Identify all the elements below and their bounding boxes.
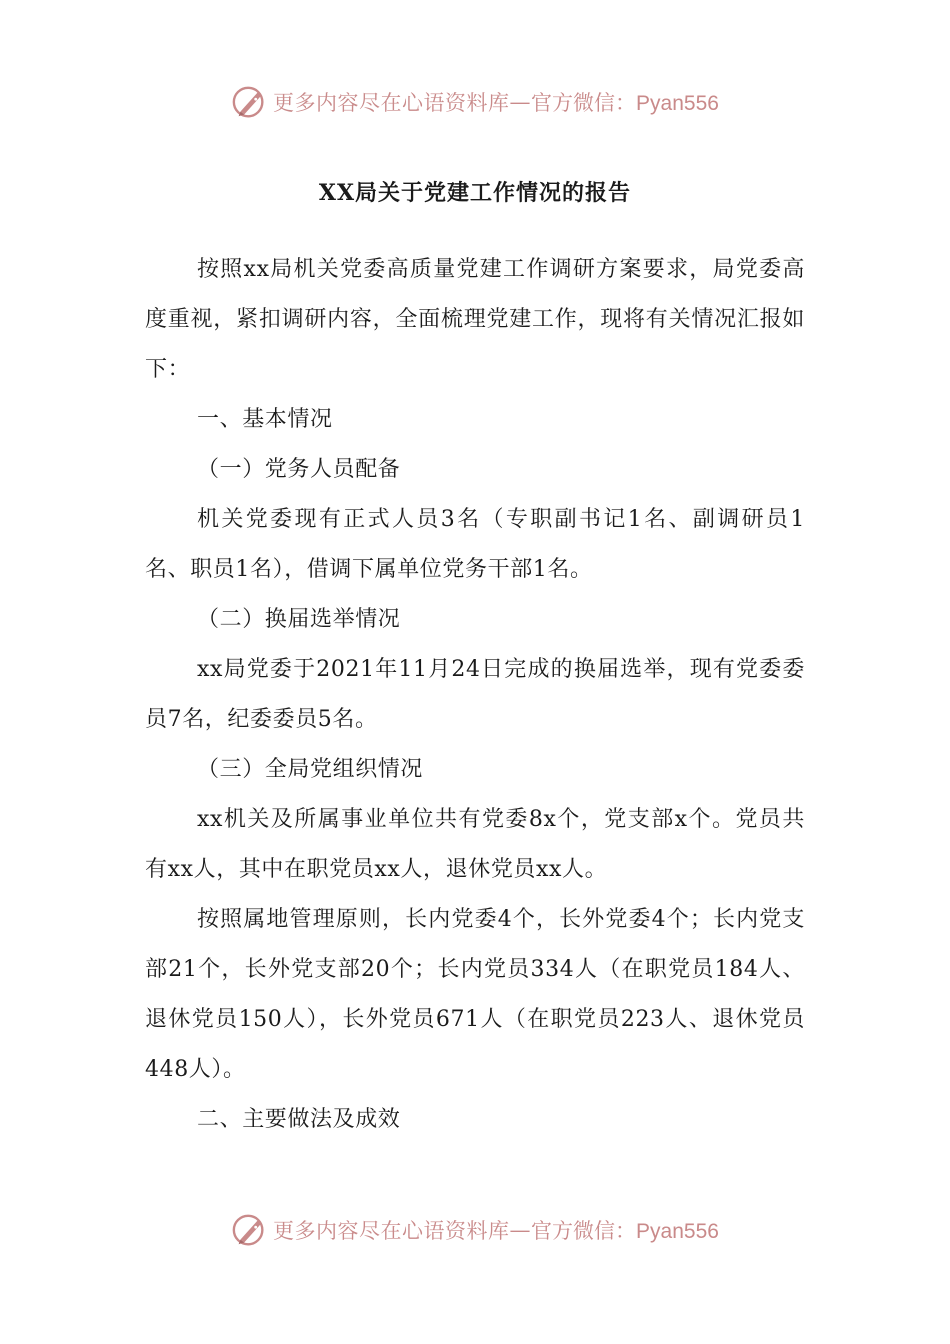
watermark-banner-bottom <box>0 1208 950 1252</box>
subheading-staffing: （一）党务人员配备 <box>197 457 401 482</box>
watermark-handle-text: 官方微信：Pyan556 <box>531 92 719 115</box>
watermark-handle-text: 官方微信：Pyan556 <box>531 1220 719 1243</box>
subheading-election: （二）换届选举情况 <box>197 607 401 632</box>
watermark-separator: — <box>509 1218 532 1242</box>
heading-main-practices: 二、主要做法及成效 <box>197 1107 401 1132</box>
paragraph-organizations: xx机关及所属事业单位共有党委8x个，党支部x个。党员共有xx人，其中在职党员xx人，退休党员xx人。 <box>145 807 805 882</box>
paragraph-intro: 按照xx局机关党委高质量党建工作调研方案要求，局党委高度重视，紧扣调研内容，全面梳理党建工作，现将有关情况汇报如下： <box>145 257 805 382</box>
paragraph-staffing: 机关党委现有正式人员3名（专职副书记1名、副调研员1名、职员1名），借调下属单位党务干部1名。 <box>145 507 805 582</box>
watermark-brand-text: 更多内容尽在心语资料库 <box>273 91 510 115</box>
heading-basic-situation: 一、基本情况 <box>197 407 333 432</box>
document-body <box>145 245 805 1145</box>
pen-logo-icon <box>231 83 269 121</box>
watermark-separator: — <box>509 90 532 114</box>
paragraph-election: xx局党委于2021年11月24日完成的换届选举，现有党委委员7名，纪委委员5名。 <box>145 657 805 732</box>
watermark-brand-text: 更多内容尽在心语资料库 <box>273 1219 510 1243</box>
document-title: XX局关于党建工作情况的报告 <box>318 180 632 206</box>
pen-logo-icon <box>231 1211 269 1249</box>
paragraph-territorial: 按照属地管理原则，长内党委4个，长外党委4个；长内党支部21个，长外党支部20个；长内党员334人（在职党员184人、退休党员150人），长外党员671人（在职党员223人、退休党员448人）。 <box>145 907 805 1082</box>
subheading-organizations: （三）全局党组织情况 <box>197 757 424 782</box>
watermark-banner-top <box>0 80 950 124</box>
